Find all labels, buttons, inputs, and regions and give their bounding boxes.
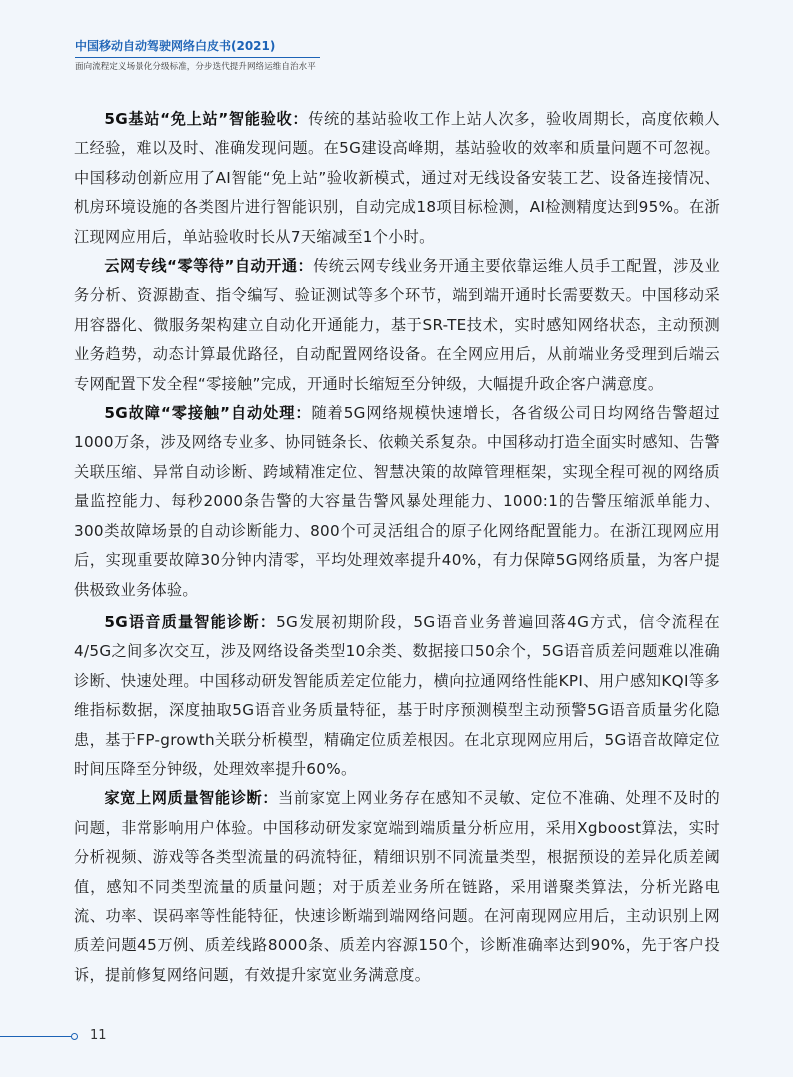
section-heading: 5G基站“免上站”智能验收： [104, 110, 309, 128]
section-body: 当前家宽上网业务存在感知不灵敏、定位不准确、处理不及时的问题，非常影响用户体验。中国移动研发家宽端到端质量分析应用，采用Xgboost算法，实时分析视频、游戏等各类型流量的码流特征，精细识别不同流量类型，根据预设的差异化质差阈值，感知不同类型流量的质量问题；对于质差业务所在链路，采用谱聚类算法，分析光路电流、功率、误码率等性能特征，快速诊断端到端网络问题。在河南现网应用后，主动识别上网质差问题45万例、质差线路8000条、质差内容源150个，诊断准确率达到90%，先于客户投诉，提前修复网络问题，有效提升家宽业务满意度。 [74, 789, 720, 984]
section-body: 传统的基站验收工作上站人次多，验收周期长，高度依赖人工经验，难以及时、准确发现问题。在5G建设高峰期，基站验收的效率和质量问题不可忽视。中国移动创新应用了AI智能“免上站”验收新模式，通过对无线设备安装工艺、设备连接情况、机房环境设施的各类图片进行智能识别，自动完成18项目标检测，AI检测精度达到95%。在浙江现网应用后，单站验收时长从7天缩减至1个小时。 [74, 110, 720, 246]
header-divider [75, 57, 320, 58]
section-broadband-diagnosis [74, 784, 720, 990]
footer-circle-icon [71, 1033, 78, 1040]
header-title: 中国移动自动驾驶网络白皮书(2021) [75, 39, 276, 53]
section-heading: 5G语音质量智能诊断： [104, 612, 277, 631]
header-subtitle: 面向流程定义场景化分级标准，分步迭代提升网络运维自治水平 [75, 62, 316, 72]
body-content [74, 105, 720, 990]
section-heading: 云网专线“零等待”自动开通： [104, 257, 314, 276]
section-heading: 5G故障“零接触”自动处理： [104, 404, 312, 423]
footer-rule [0, 1036, 72, 1037]
page-footer [0, 1028, 140, 1048]
page-number: 11 [90, 1028, 107, 1043]
section-base-station-acceptance [74, 105, 720, 252]
section-5g-fault-handling [74, 399, 720, 605]
page-header [75, 38, 325, 73]
section-5g-voice-diagnosis [74, 608, 720, 784]
section-cloud-private-line [74, 252, 720, 399]
section-body: 5G发展初期阶段，5G语音业务普遍回落4G方式，信令流程在4/5G之间多次交互，涉及网络设备类型10余类、数据接口50余个，5G语音质差问题难以准确诊断、快速处理。中国移动研发智能质差定位能力，横向拉通网络性能KPI、用户感知KQI等多维指标数据，深度抽取5G语音业务质量特征，基于时序预测模型主动预警5G语音质量劣化隐患，基于FP-growth关联分析模型，精确定位质差根因。在北京现网应用后，5G语音故障定位时间压降至分钟级，处理效率提升60%。 [74, 612, 720, 778]
section-heading: 家宽上网质量智能诊断： [104, 789, 279, 808]
section-body: 随着5G网络规模快速增长，各省级公司日均网络告警超过1000万条，涉及网络专业多、协同链条长、依赖关系复杂。中国移动打造全面实时感知、告警关联压缩、异常自动诊断、跨域精准定位、智慧决策的故障管理框架，实现全程可视的网络质量监控能力、每秒2000条告警的大容量告警风暴处理能力、1000:1的告警压缩派单能力、300类故障场景的自动诊断能力、800个可灵活组合的原子化网络配置能力。在浙江现网应用后，实现重要故障30分钟内清零，平均处理效率提升40%，有力保障5G网络质量，为客户提供极致业务体验。 [74, 404, 721, 599]
section-body: 传统云网专线业务开通主要依靠运维人员手工配置，涉及业务分析、资源勘查、指令编写、验证测试等多个环节，端到端开通时长需要数天。中国移动采用容器化、微服务架构建立自动化开通能力，基于SR-TE技术，实时感知网络状态，主动预测业务趋势，动态计算最优路径，自动配置网络设备。在全网应用后，从前端业务受理到后端云专网配置下发全程“零接触”完成，开通时长缩短至分钟级，大幅提升政企客户满意度。 [74, 257, 720, 393]
